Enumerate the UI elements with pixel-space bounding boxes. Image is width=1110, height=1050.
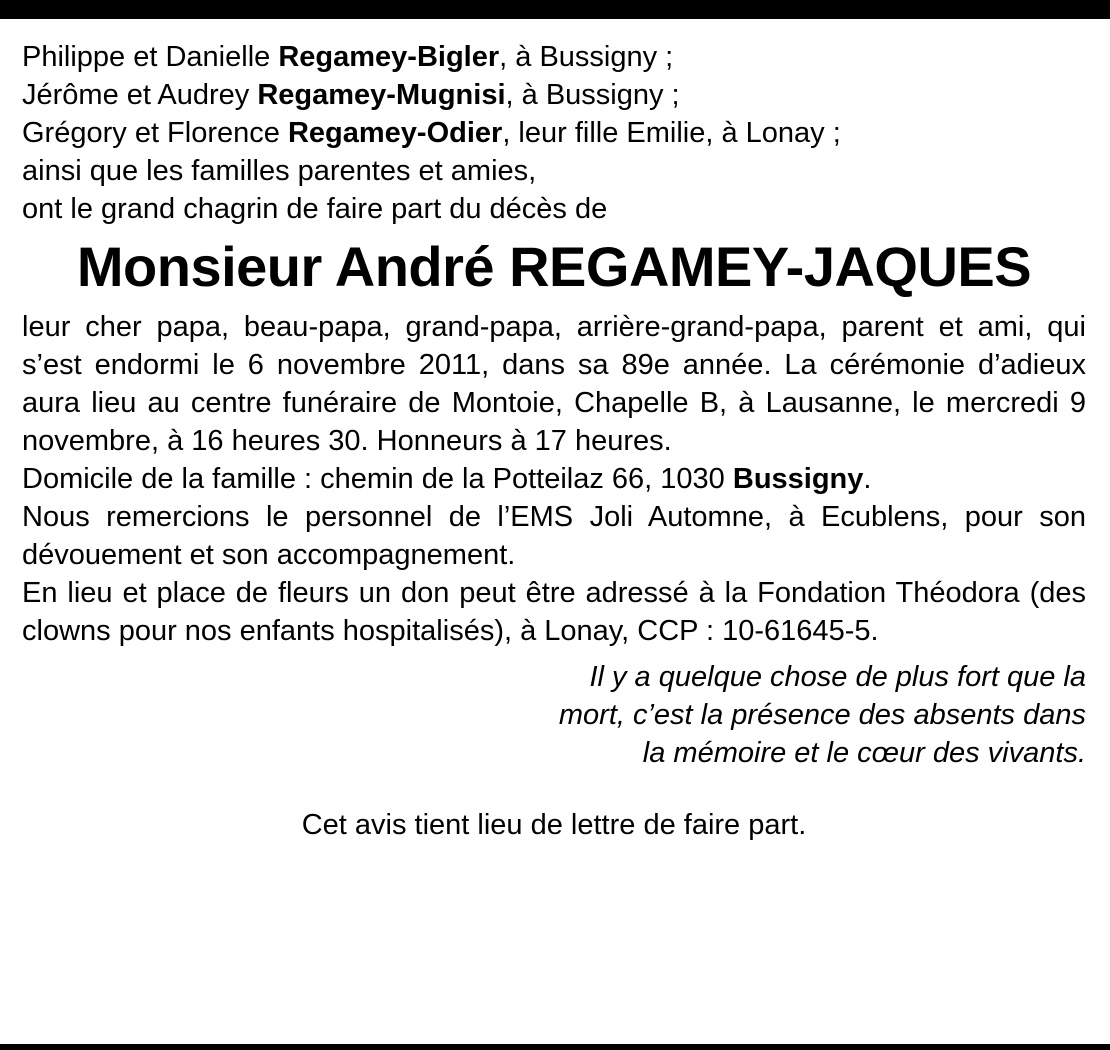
quote-line: Il y a quelque chose de plus fort que la: [589, 661, 1086, 693]
domicile-end: .: [863, 463, 872, 495]
quote-line: la mémoire et le cœur des vivants.: [642, 737, 1086, 769]
family-surname: Regamey-Bigler: [278, 41, 500, 73]
family-location: , à Bussigny ;: [499, 41, 674, 73]
obituary-notice: [22, 38, 1086, 844]
family-line: [22, 114, 1086, 152]
donation-paragraph: En lieu et place de fleurs un don peut être adressé à la Fondation Théodora (des clowns pour nos enfants hospitalisés), à Lonay, CCP : 10-61645-5.: [22, 577, 1086, 647]
deceased-name: Monsieur André REGAMEY-JAQUES: [76, 235, 1032, 298]
family-line: [22, 38, 1086, 76]
intro-announcement: ont le grand chagrin de faire part du décès de: [22, 193, 608, 225]
quote: [22, 658, 1086, 772]
top-rule: [0, 0, 1110, 19]
family-line: [22, 76, 1086, 114]
family-surname: Regamey-Mugnisi: [257, 79, 506, 111]
footer-note: Cet avis tient lieu de lettre de faire part.: [301, 809, 807, 841]
domicile-address: Domicile de la famille : chemin de la Potteilaz 66, 1030: [22, 463, 733, 495]
domicile-town: Bussigny: [732, 463, 864, 495]
family-first-names: Jérôme et Audrey: [22, 79, 258, 111]
family-location: , leur fille Emilie, à Lonay ;: [502, 117, 841, 149]
intro-relatives: ainsi que les familles parentes et amies,: [22, 155, 537, 187]
description-paragraph: leur cher papa, beau-papa, grand-papa, arrière-grand-papa, parent et ami, qui s’est endormi le 6 novembre 2011, dans sa 89e année. La cérémonie d’adieux aura lieu au centre funéraire de Montoie, Chapelle B, à Lausanne, le mercredi 9 novembre, à 16 heures 30. Honneurs à 17 heures.: [22, 311, 1086, 457]
family-first-names: Philippe et Danielle: [22, 41, 279, 73]
family-surname: Regamey-Odier: [287, 117, 503, 149]
thanks-paragraph: Nous remercions le personnel de l’EMS Joli Automne, à Ecublens, pour son dévouement et son accompagnement.: [22, 501, 1086, 571]
family-location: , à Bussigny ;: [505, 79, 680, 111]
bottom-rule: [0, 1044, 1110, 1050]
family-first-names: Grégory et Florence: [22, 117, 288, 149]
quote-line: mort, c’est la présence des absents dans: [558, 699, 1086, 731]
domicile-paragraph: [22, 460, 1086, 498]
